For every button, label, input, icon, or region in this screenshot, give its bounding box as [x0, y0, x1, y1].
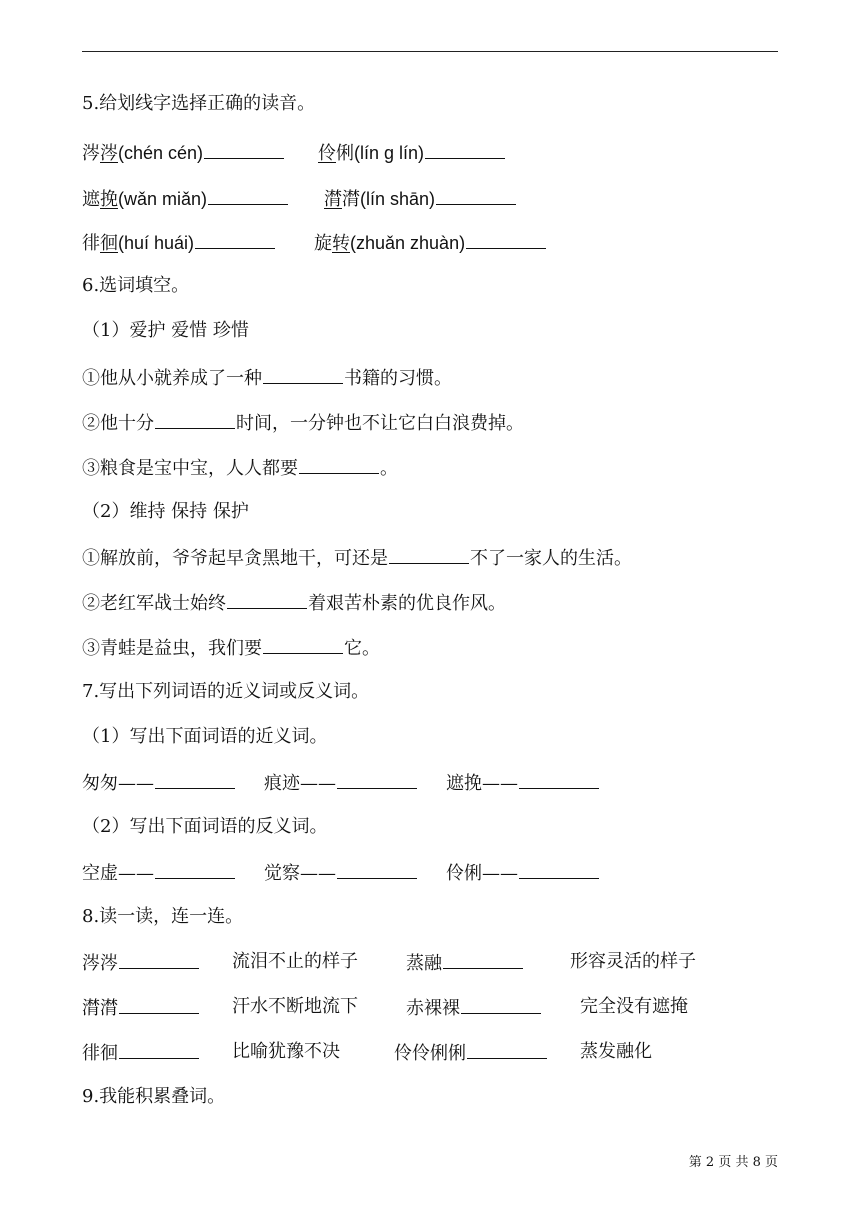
q8-blank-5[interactable]: [119, 1040, 199, 1059]
q9-title: 9.我能积累叠词。: [82, 1086, 226, 1107]
q6-g1-sentence-2: ②他十分 时间，一分钟也不让它白白浪费掉。: [82, 410, 524, 436]
q6-g1-blank-2[interactable]: [155, 410, 235, 429]
q7-syn-blank-3[interactable]: [519, 770, 599, 789]
q6-g2-sentence-2: ②老红军战士始终 着艰苦朴素的优良作风。: [82, 590, 506, 616]
q7-ant-blank-3[interactable]: [519, 860, 599, 879]
q6-group-2-options: （2）维持 保持 保护: [82, 501, 249, 522]
q8-blank-3[interactable]: [119, 995, 199, 1014]
header-rule: [82, 51, 778, 52]
q5-item-3-word: 遮挽: [82, 189, 118, 210]
q6-g1-blank-1[interactable]: [263, 365, 343, 384]
q8-def: 蒸发融化: [580, 1041, 652, 1062]
q6-g2-blank-1[interactable]: [389, 545, 469, 564]
q5-item-5-blank[interactable]: [195, 230, 275, 249]
q8-blank-2[interactable]: [443, 950, 523, 969]
q8-def: 形容灵活的样子: [570, 951, 696, 972]
q5-item-2-pinyin: (lín g lín): [354, 143, 425, 163]
q6-group-1-options: （1）爱护 爱惜 珍惜: [82, 320, 249, 341]
q5-item-3-blank[interactable]: [208, 186, 288, 205]
q8-def: 完全没有遮掩: [580, 996, 688, 1017]
q6-g1-blank-3[interactable]: [299, 455, 379, 474]
q5-item-6-blank[interactable]: [466, 230, 546, 249]
q8-blank-4[interactable]: [461, 995, 541, 1014]
q7-sub-1: （1）写出下面词语的近义词。: [82, 726, 328, 747]
q7-syn-blank-2[interactable]: [337, 770, 417, 789]
q5-item-4-word: 潸潸: [324, 189, 360, 210]
q5-item-6-word: 旋转: [314, 233, 350, 254]
q5-item-4-blank[interactable]: [436, 186, 516, 205]
q5-item-6-pinyin: (zhuǎn zhuàn): [350, 233, 466, 253]
q8-title: 8.读一读，连一连。: [82, 906, 244, 927]
q5-item-3-pinyin: (wǎn miǎn): [118, 189, 208, 209]
q7-ant-blank-2[interactable]: [337, 860, 417, 879]
q5-title: 5.给划线字选择正确的读音。: [82, 93, 316, 114]
q7-title: 7.写出下列词语的近义词或反义词。: [82, 681, 370, 702]
q6-g2-blank-3[interactable]: [263, 635, 343, 654]
q7-syn-blank-1[interactable]: [155, 770, 235, 789]
q6-g2-sentence-3: ③青蛙是益虫，我们要 它。: [82, 635, 380, 661]
q7-ant-blank-1[interactable]: [155, 860, 235, 879]
q8-def: 汗水不断地流下: [232, 996, 358, 1017]
q8-blank-1[interactable]: [119, 950, 199, 969]
q5-item-4-pinyin: (lín shān): [360, 189, 436, 209]
q5-item-5-pinyin: (huí huái): [118, 233, 195, 253]
q5-item-2-blank[interactable]: [425, 140, 505, 159]
q6-g2-blank-2[interactable]: [227, 590, 307, 609]
q6-g1-sentence-1: ①他从小就养成了一种 书籍的习惯。: [82, 365, 452, 391]
q5-item-1-pinyin: (chén cén): [118, 143, 204, 163]
q7-sub-2: （2）写出下面词语的反义词。: [82, 816, 328, 837]
q5-item-1-word: 涔涔: [82, 143, 118, 164]
q5-item-2-word: 伶俐: [318, 143, 354, 164]
q5-item-5-word: 徘徊: [82, 233, 118, 254]
q8-blank-6[interactable]: [467, 1040, 547, 1059]
q6-g1-sentence-3: ③粮食是宝中宝，人人都要 。: [82, 455, 398, 481]
q6-g2-sentence-1: ①解放前，爷爷起早贪黑地干，可还是 不了一家人的生活。: [82, 545, 632, 571]
page-footer: 第 2 页 共 8 页: [688, 1155, 778, 1170]
q5-item-1-blank[interactable]: [204, 140, 284, 159]
q8-def: 流泪不止的样子: [232, 951, 358, 972]
q8-def: 比喻犹豫不决: [232, 1041, 340, 1062]
q6-title: 6.选词填空。: [82, 275, 190, 296]
